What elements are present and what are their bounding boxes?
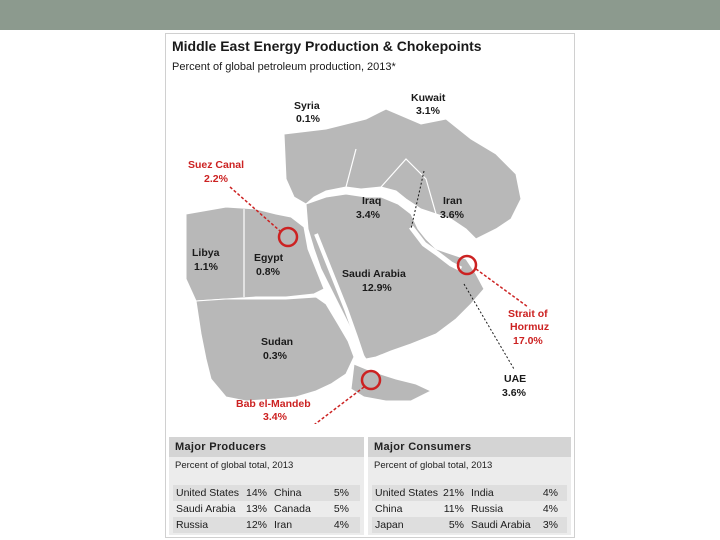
- consumer-name: United States: [375, 487, 439, 499]
- consumer-value: 5%: [448, 519, 464, 531]
- producer-value: 5%: [333, 503, 349, 515]
- consumer-name: Saudi Arabia: [471, 519, 531, 531]
- producer-value: 14%: [245, 487, 267, 499]
- label-iraq: Iraq: [362, 195, 382, 207]
- producers-body: [173, 485, 360, 533]
- table-row: [173, 485, 360, 501]
- consumer-name: China: [375, 503, 403, 515]
- bab-el-mandeb-label-area: [166, 379, 576, 434]
- table-row: [372, 501, 567, 517]
- consumer-name: Japan: [375, 519, 404, 531]
- producer-name: Canada: [274, 503, 311, 515]
- consumer-value: 11%: [443, 503, 464, 515]
- value-kuwait: 3.1%: [416, 105, 440, 117]
- consumer-value: 4%: [542, 503, 558, 515]
- map-figure: [165, 33, 575, 538]
- figure-title: Middle East Energy Production & Chokepoints: [172, 38, 482, 54]
- label-bab-el-mandeb: Bab el-Mandeb: [236, 398, 311, 410]
- value-egypt: 0.8%: [256, 266, 280, 278]
- value-hormuz: 17.0%: [513, 335, 543, 347]
- label-suez-canal: Suez Canal: [188, 159, 245, 171]
- table-row: [173, 501, 360, 517]
- producer-name: Iran: [274, 519, 293, 531]
- producer-value: 5%: [333, 487, 349, 499]
- consumer-value: 21%: [442, 487, 464, 499]
- value-iran: 3.6%: [440, 209, 464, 221]
- consumer-value: 4%: [542, 487, 558, 499]
- label-iran: Iran: [443, 195, 463, 207]
- consumer-name: India: [471, 487, 494, 499]
- producers-heading: Major Producers: [169, 437, 364, 457]
- producer-name: Saudi Arabia: [176, 503, 236, 515]
- table-row: [372, 485, 567, 501]
- value-bab-el-mandeb: 3.4%: [263, 411, 287, 423]
- consumers-table: [368, 437, 571, 535]
- producer-name: United States: [176, 487, 240, 499]
- consumers-body: [372, 485, 567, 533]
- label-sudan: Sudan: [261, 336, 294, 348]
- label-syria: Syria: [294, 100, 320, 112]
- table-row: [372, 517, 567, 533]
- consumer-name: Russia: [471, 503, 504, 515]
- label-libya: Libya: [192, 247, 220, 259]
- label-uae: UAE: [504, 373, 527, 385]
- producers-subheading: Percent of global total, 2013: [175, 460, 294, 471]
- producer-value: 12%: [245, 519, 267, 531]
- label-saudi-arabia: Saudi Arabia: [342, 268, 406, 280]
- label-egypt: Egypt: [254, 252, 284, 264]
- value-syria: 0.1%: [296, 113, 320, 125]
- producer-value: 4%: [333, 519, 349, 531]
- value-iraq: 3.4%: [356, 209, 380, 221]
- value-sudan: 0.3%: [263, 350, 287, 362]
- region-map: [166, 79, 576, 424]
- producer-name: China: [274, 487, 302, 499]
- table-row: [173, 517, 360, 533]
- producer-name: Russia: [176, 519, 209, 531]
- consumers-heading: Major Consumers: [368, 437, 571, 457]
- value-uae: 3.6%: [502, 387, 526, 399]
- value-saudi-arabia: 12.9%: [362, 282, 392, 294]
- label-hormuz-line1: Strait of: [508, 308, 548, 320]
- consumer-value: 3%: [542, 519, 558, 531]
- tables-section: [169, 437, 571, 535]
- land-mass: [186, 109, 521, 401]
- figure-subtitle: Percent of global petroleum production, 2013*: [172, 61, 396, 73]
- producers-table: [169, 437, 364, 535]
- label-hormuz-line2: Hormuz: [510, 321, 550, 333]
- value-suez-canal: 2.2%: [204, 173, 228, 185]
- label-kuwait: Kuwait: [411, 92, 446, 104]
- producer-value: 13%: [245, 503, 267, 515]
- consumers-subheading: Percent of global total, 2013: [374, 460, 493, 471]
- value-libya: 1.1%: [194, 261, 218, 273]
- slide-top-bar: [0, 0, 720, 30]
